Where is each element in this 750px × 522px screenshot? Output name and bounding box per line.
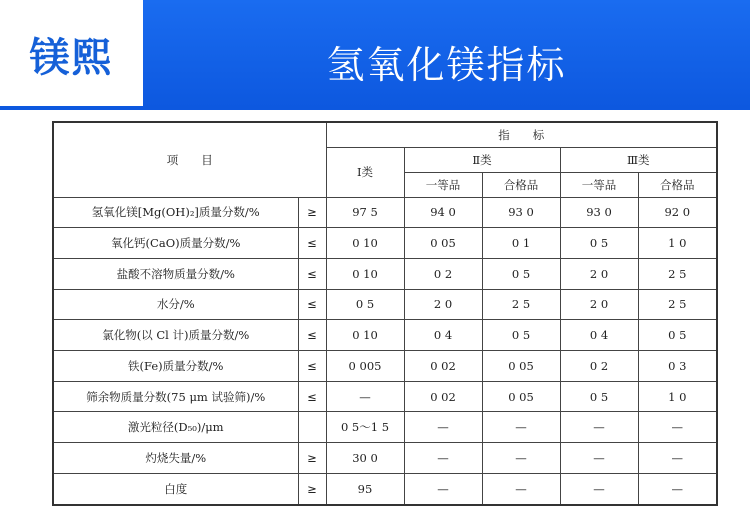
- row-item: 激光粒径(D₅₀)/μm: [53, 412, 298, 443]
- index-header: 指 标: [326, 122, 717, 147]
- row-comparator: ≥: [298, 443, 326, 474]
- row-item: 氧化钙(CaO)质量分数/%: [53, 228, 298, 259]
- row-class-three-first: 2 0: [560, 258, 638, 289]
- row-class-two-first: 94 0: [404, 197, 482, 228]
- row-class-three-first: 0 5: [560, 381, 638, 412]
- class-two-header: Ⅱ类: [404, 147, 560, 172]
- row-class-one: 0 005: [326, 351, 404, 382]
- row-comparator: ≤: [298, 289, 326, 320]
- row-class-two-pass: —: [482, 412, 560, 443]
- row-class-two-pass: 0 5: [482, 320, 560, 351]
- row-comparator: ≤: [298, 258, 326, 289]
- table-row: [53, 381, 717, 412]
- brand-name: 镁熙: [29, 34, 114, 81]
- row-comparator: ≥: [298, 197, 326, 228]
- row-class-three-pass: 0 3: [638, 351, 717, 382]
- row-class-three-pass: 0 5: [638, 320, 717, 351]
- table-row: [53, 197, 717, 228]
- banner-divider: [0, 106, 750, 110]
- row-class-three-first: 0 2: [560, 351, 638, 382]
- grade-pass-header: 合格品: [482, 172, 560, 197]
- row-class-one: 0 10: [326, 228, 404, 259]
- class-one-header: Ⅰ类: [326, 147, 404, 197]
- row-class-three-pass: 1 0: [638, 228, 717, 259]
- row-comparator: ≥: [298, 473, 326, 505]
- row-class-three-pass: 2 5: [638, 258, 717, 289]
- page-title: 氢氧化镁指标: [326, 43, 567, 87]
- table-row: [53, 473, 717, 505]
- table-row: [53, 320, 717, 351]
- row-class-one: 0 10: [326, 320, 404, 351]
- row-class-three-pass: 1 0: [638, 381, 717, 412]
- row-item: 白度: [53, 473, 298, 505]
- row-class-three-first: 0 5: [560, 228, 638, 259]
- row-item: 氯化物(以 Cl 计)质量分数/%: [53, 320, 298, 351]
- row-class-one: 97 5: [326, 197, 404, 228]
- row-class-three-first: 0 4: [560, 320, 638, 351]
- table-row: [53, 351, 717, 382]
- row-class-two-pass: 2 5: [482, 289, 560, 320]
- row-class-two-pass: 0 5: [482, 258, 560, 289]
- table-row: [53, 258, 717, 289]
- row-class-two-pass: 0 05: [482, 351, 560, 382]
- row-class-three-pass: —: [638, 443, 717, 474]
- row-comparator: ≤: [298, 228, 326, 259]
- row-class-one: 0 5～1 5: [326, 412, 404, 443]
- item-header: 项 目: [53, 122, 326, 197]
- row-class-three-pass: —: [638, 473, 717, 505]
- row-item: 盐酸不溶物质量分数/%: [53, 258, 298, 289]
- row-class-one: 0 5: [326, 289, 404, 320]
- row-class-two-first: 2 0: [404, 289, 482, 320]
- header-banner: [0, 0, 750, 108]
- row-class-one: 30 0: [326, 443, 404, 474]
- row-item: 氢氧化镁[Mg(OH)₂]质量分数/%: [53, 197, 298, 228]
- row-class-three-first: 93 0: [560, 197, 638, 228]
- brand-block: [0, 0, 143, 108]
- row-class-one: —: [326, 381, 404, 412]
- table-row: [53, 412, 717, 443]
- row-class-two-pass: —: [482, 443, 560, 474]
- row-class-three-pass: 92 0: [638, 197, 717, 228]
- row-class-two-first: —: [404, 412, 482, 443]
- grade-first-header: 一等品: [404, 172, 482, 197]
- row-class-two-pass: 0 1: [482, 228, 560, 259]
- row-class-two-first: 0 2: [404, 258, 482, 289]
- row-class-one: 95: [326, 473, 404, 505]
- table-row: [53, 228, 717, 259]
- row-class-three-first: —: [560, 473, 638, 505]
- row-comparator: ≤: [298, 351, 326, 382]
- table-row: [53, 289, 717, 320]
- row-class-two-first: 0 05: [404, 228, 482, 259]
- table-row: [53, 443, 717, 474]
- row-class-two-pass: 93 0: [482, 197, 560, 228]
- grade-pass-header: 合格品: [638, 172, 717, 197]
- row-item: 灼烧失量/%: [53, 443, 298, 474]
- row-class-three-pass: 2 5: [638, 289, 717, 320]
- row-class-two-pass: —: [482, 473, 560, 505]
- row-class-one: 0 10: [326, 258, 404, 289]
- row-class-two-first: —: [404, 473, 482, 505]
- row-class-two-first: 0 4: [404, 320, 482, 351]
- row-class-three-pass: —: [638, 412, 717, 443]
- row-class-two-first: —: [404, 443, 482, 474]
- row-class-three-first: —: [560, 443, 638, 474]
- class-three-header: Ⅲ类: [560, 147, 717, 172]
- row-class-two-first: 0 02: [404, 351, 482, 382]
- row-class-two-first: 0 02: [404, 381, 482, 412]
- row-class-two-pass: 0 05: [482, 381, 560, 412]
- row-class-three-first: —: [560, 412, 638, 443]
- row-item: 铁(Fe)质量分数/%: [53, 351, 298, 382]
- row-comparator: ≤: [298, 381, 326, 412]
- row-comparator: [298, 412, 326, 443]
- row-item: 水分/%: [53, 289, 298, 320]
- row-item: 筛余物质量分数(75 μm 试验筛)/%: [53, 381, 298, 412]
- spec-table: [52, 121, 718, 506]
- grade-first-header: 一等品: [560, 172, 638, 197]
- row-class-three-first: 2 0: [560, 289, 638, 320]
- row-comparator: ≤: [298, 320, 326, 351]
